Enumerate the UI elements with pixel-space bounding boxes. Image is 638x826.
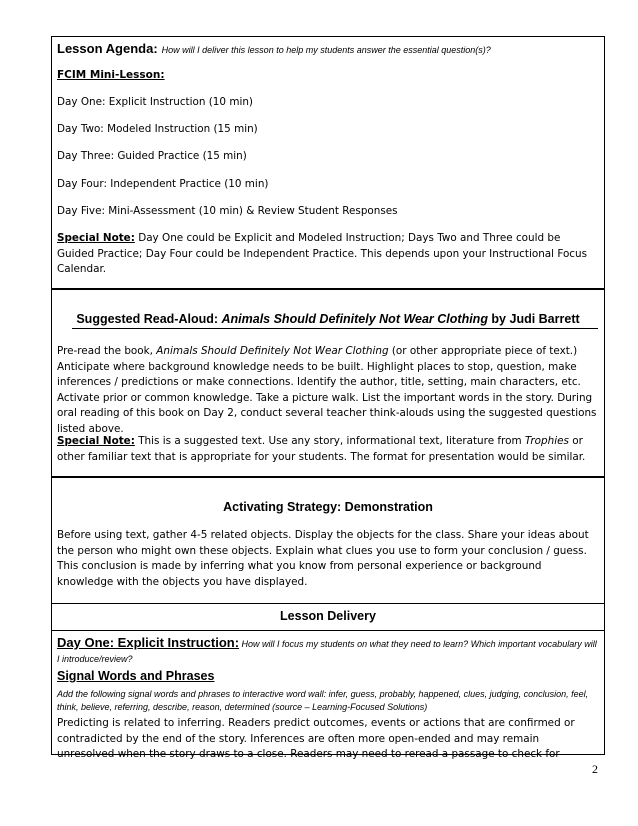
read-aloud-book-title: Animals Should Definitely Not Wear Clothing xyxy=(221,312,488,326)
agenda-title: Lesson Agenda: xyxy=(57,41,158,56)
read-aloud-author: by Judi Barrett xyxy=(487,312,580,326)
read-aloud-heading xyxy=(57,312,599,326)
read-aloud-special-note xyxy=(57,434,599,465)
activating-heading: Activating Strategy: Demonstration xyxy=(223,500,433,514)
agenda-day-4: Day Four: Independent Practice (10 min) xyxy=(57,178,269,190)
activating-strategy-section xyxy=(51,476,605,603)
read-aloud-inline-title: Animals Should Definitely Not Wear Clothing xyxy=(156,345,389,357)
read-aloud-text-b: (or other appropriate piece of text.) Anticipate where background knowledge needs to be built. Highlight places to stop, question, make inferences / predictions or make connections. Identify the author, title, setting, main characters, etc. Activate prior or common knowledge. Take a picture walk. List the important words in the story. During oral reading of this book on Day 2, conduct several teacher think-alouds using the suggested questions listed above. xyxy=(57,345,597,435)
signal-words-text: Add the following signal words and phrases to interactive word wall: infer, guess, probably, happened, clues, judging, conclusion, feel, think, believe, referring, describe, reason, determined (source – Learning-Focused Solutions) xyxy=(57,689,589,712)
predicting-text: Predicting is related to inferring. Readers predict outcomes, events or actions that are confirmed or contradicted by the end of the story. Inferences are often more open-ended and may remain unresolved when the story draws to a close. Readers may need to reread a passage to check for xyxy=(57,717,575,760)
read-aloud-heading-rule xyxy=(72,328,598,329)
special-note-label: Special Note: xyxy=(57,232,135,244)
read-aloud-section xyxy=(51,288,605,476)
read-aloud-special-title: Trophies xyxy=(524,435,569,447)
day-one-label: Day One: Explicit Instruction: xyxy=(57,635,240,650)
agenda-question: How will I deliver this lesson to help my students answer the essential question(s)? xyxy=(161,45,491,55)
read-aloud-special-b: or other familiar text that is appropriate for your students. The format for presentation would be similar. xyxy=(57,435,586,463)
day-one-heading xyxy=(57,636,599,666)
agenda-heading xyxy=(57,40,599,58)
agenda-day-3: Day Three: Guided Practice (15 min) xyxy=(57,150,247,162)
read-aloud-paragraph xyxy=(57,344,599,437)
agenda-special-note xyxy=(57,231,599,278)
agenda-day-5: Day Five: Mini-Assessment (10 min) & Review Student Responses xyxy=(57,205,398,217)
agenda-day-2: Day Two: Modeled Instruction (15 min) xyxy=(57,123,258,135)
lesson-delivery-heading: Lesson Delivery xyxy=(280,609,376,623)
page-number: 2 xyxy=(592,762,598,776)
lesson-agenda-section xyxy=(51,36,605,288)
read-aloud-special-a: This is a suggested text. Use any story, informational text, literature from xyxy=(134,435,525,447)
lesson-delivery-rule xyxy=(52,630,604,631)
mini-lesson-title: FCIM Mini-Lesson: xyxy=(57,69,165,81)
read-aloud-text-a: Pre-read the book, xyxy=(57,345,157,357)
read-aloud-heading-prefix: Suggested Read-Aloud: xyxy=(76,312,222,326)
lesson-delivery-section xyxy=(51,603,605,760)
signal-words-heading: Signal Words and Phrases xyxy=(57,669,215,683)
special-note-text: Day One could be Explicit and Modeled Instruction; Days Two and Three could be Guided Practice; Day Four could be Independent Practice. This depends upon your Instructional Focus Calendar. xyxy=(57,232,588,275)
agenda-day-1: Day One: Explicit Instruction (10 min) xyxy=(57,96,253,108)
activating-text: Before using text, gather 4-5 related objects. Display the objects for the class. Share your ideas about the person who might own these objects. Explain what clues you use to form your conclusion / guess. This conclusion is made by inferring what you know from personal experience or background knowledge with the objects you have displayed. xyxy=(57,529,589,588)
day-one-question: How will I focus my students on what they need to learn? Which important vocabulary will I introduce/review? xyxy=(57,639,597,664)
special-note-label: Special Note: xyxy=(57,435,135,447)
